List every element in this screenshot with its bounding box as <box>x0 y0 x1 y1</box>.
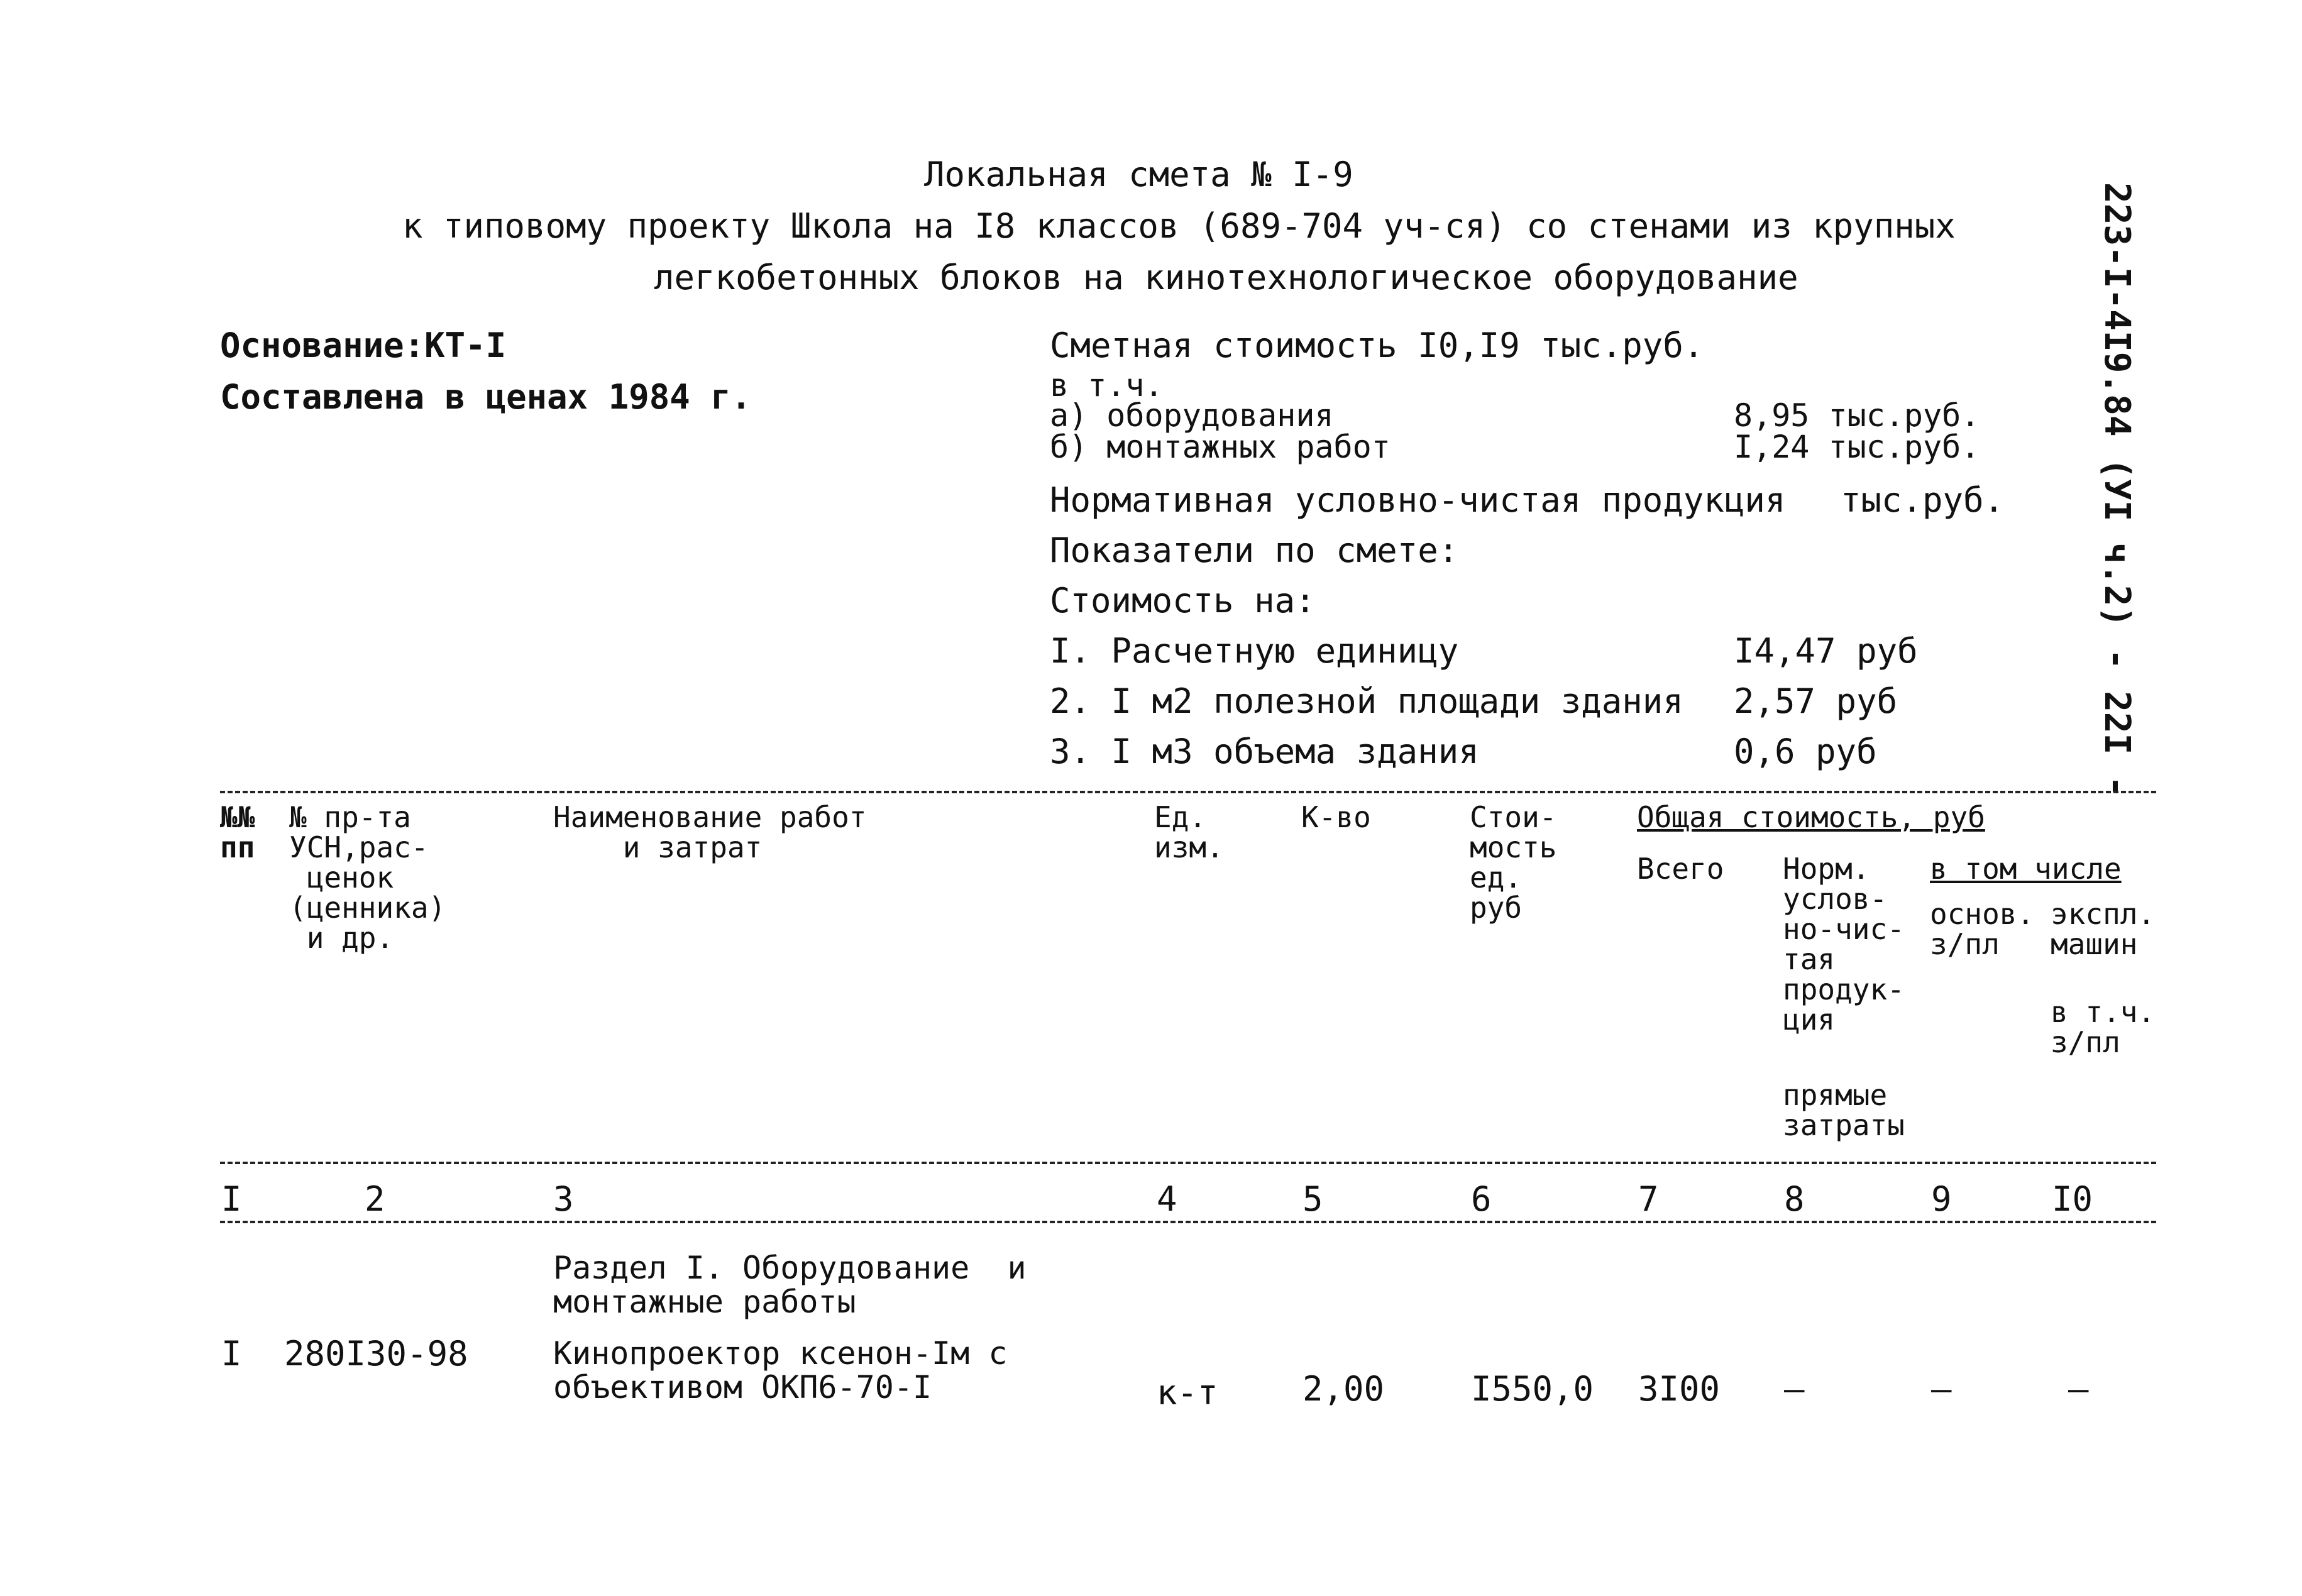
row-machine-operation: – <box>2068 1369 2089 1409</box>
mounting-value: I,24 тыс.руб. <box>1734 429 1980 465</box>
column-number-5: 5 <box>1302 1179 1323 1219</box>
row-norm-production: – <box>1784 1369 1805 1409</box>
indicator-2-value: 2,57 руб <box>1734 681 1898 721</box>
normative-production-value: тыс.руб. <box>1841 480 2005 520</box>
column-number-2: 2 <box>365 1179 385 1219</box>
header-row-number: №№ пп <box>220 800 255 864</box>
column-number-10: I0 <box>2052 1179 2093 1219</box>
section-heading: Раздел I. Оборудование и монтажные работы <box>553 1250 1027 1320</box>
including-label: в т.ч. <box>1050 367 1164 404</box>
header-total: Всего <box>1637 852 1724 886</box>
cost-per-heading: Стоимость на: <box>1050 581 1316 620</box>
column-number-6: 6 <box>1471 1179 1492 1219</box>
header-total-cost: Общая стоимость, руб <box>1637 800 1985 834</box>
column-number-3: 3 <box>553 1179 574 1219</box>
row-code: 280I30-98 <box>284 1334 468 1373</box>
equipment-label: а) оборудования <box>1050 397 1334 434</box>
header-unit-cost: Стои- мость ед. руб <box>1470 800 1557 925</box>
header-machine-operation: экспл. машин <box>2051 897 2156 961</box>
header-work-name: Наименование работ и затрат <box>553 800 867 864</box>
document-subtitle-line1: к типовому проекту Школа на I8 классов (689-704 уч-ся) со стенами из крупных <box>402 206 1956 246</box>
column-numbers-rule <box>220 1221 2156 1223</box>
indicator-3-label: 3. I м3 объема здания <box>1050 732 1479 771</box>
document-subtitle-line2: легкобетонных блоков на кинотехнологическое оборудование <box>654 258 1798 297</box>
header-unit: Ед. изм. <box>1154 800 1224 864</box>
row-total: 3I00 <box>1638 1369 1721 1409</box>
basis-label: Основание:КТ-I <box>220 326 507 365</box>
indicator-3-value: 0,6 руб <box>1734 732 1877 771</box>
header-basic-wages: основ. з/пл <box>1930 897 2035 961</box>
table-header-bottom-rule <box>220 1162 2156 1164</box>
row-unit-price: I550,0 <box>1471 1369 1594 1409</box>
row-number: I <box>221 1334 242 1373</box>
mounting-label: б) монтажных работ <box>1050 429 1391 465</box>
indicator-2-label: 2. I м2 полезной площади здания <box>1050 681 1683 721</box>
header-including: в том числе <box>1930 852 2122 886</box>
header-project-code: № пр-та УСН,рас- ценок (ценника) и др. <box>289 800 446 955</box>
row-name: Кинопроектор ксенон-Iм с объективом ОКП6-70-I <box>553 1335 1008 1406</box>
header-machine-wages: в т.ч. з/пл <box>2051 995 2156 1059</box>
column-number-1: I <box>221 1179 242 1219</box>
row-quantity: 2,00 <box>1302 1369 1385 1409</box>
header-direct-costs: прямые затраты <box>1783 1078 1905 1142</box>
column-number-9: 9 <box>1931 1179 1952 1219</box>
side-document-code: 223-I-4I9.84 (УI ч.2) - 22I - <box>2096 182 2137 797</box>
column-number-4: 4 <box>1157 1179 1177 1219</box>
row-basic-wages: – <box>1931 1369 1952 1409</box>
indicator-1-value: I4,47 руб <box>1734 631 1918 671</box>
header-quantity: К-во <box>1301 800 1371 834</box>
row-unit: к-т <box>1157 1373 1218 1412</box>
table-top-rule <box>220 791 2156 793</box>
equipment-value: 8,95 тыс.руб. <box>1734 397 1980 434</box>
indicator-1-label: I. Расчетную единицу <box>1050 631 1459 671</box>
column-number-8: 8 <box>1784 1179 1805 1219</box>
column-number-7: 7 <box>1638 1179 1659 1219</box>
header-normative-production: Норм. услов- но-чис- тая продук- ция <box>1783 852 1905 1037</box>
indicators-heading: Показатели по смете: <box>1050 531 1459 570</box>
document-title: Локальная смета № I-9 <box>924 155 1353 194</box>
prices-year-label: Составлена в ценах 1984 г. <box>220 377 752 417</box>
normative-production-label: Нормативная условно-чистая продукция <box>1050 480 1786 520</box>
estimated-cost: Сметная стоимость I0,I9 тыс.руб. <box>1050 326 1704 365</box>
